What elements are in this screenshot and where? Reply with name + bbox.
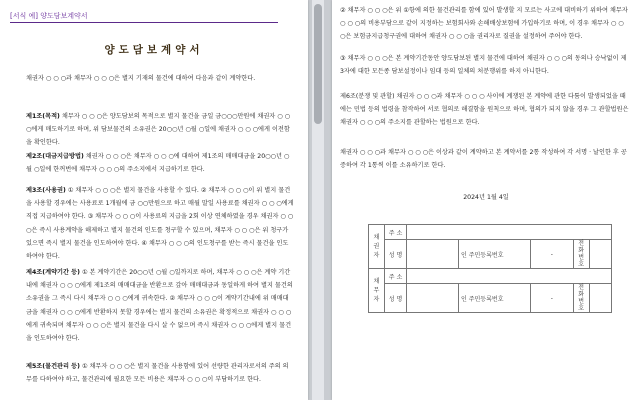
signature-table (368, 224, 612, 313)
form-tag (10, 11, 278, 23)
article-text: ① 본 계약기간은 20○○년 ○월 ○일까지로 하며, 채무자 ○ ○ ○은 계약 기간내에 채권자 ○ ○ ○에게 제1조의 매매대금을 반환으로 갚아 매매대금과 동일하게 하여 별지 물건의 소유권을 그 즉시 다시 채무자 ○ ○ ○에게 귀속한다. ② 채무자 ○ ○ ○이 계약기간내에 위 매매대금을 채권자 ○ ○ ○에게 반환하지 못할 경우에는 별지 물건의 소유권은 확정적으로 채권자 ○ ○ ○에게 귀속되며 채무자 ○ ○ ○은 별지 물건을 다시 살 수 없으며 즉시 채권자 ○ ○ ○에게 별지 물건을 인도하여야 한다. (26, 269, 293, 343)
article-head: 제1조(목적) (26, 113, 60, 120)
article-4 (26, 266, 294, 345)
right-paragraph-2: ③ 채무자 ○ ○ ○은 본 계약기간동안 양도담보된 별지 물건에 대하여 채권자 ○ ○ ○의 동의나 승낙없이 제3자에 대한 모든종 담보설정이나 임대 등의 일체의 처분행위를 하지 아니한다. (340, 55, 627, 76)
article-head: 제4조(계약기간 등) (26, 269, 80, 276)
closing-paragraph: 채권자 ○ ○ ○과 채무자 ○ ○ ○은 이상과 같이 계약하고 본 계약서를 2통 작성하여 각 서명 · 날인한 후 공증하여 각 1통씩 이를 소유하기로 한다. (340, 149, 627, 170)
debtor-id-field[interactable] (531, 284, 574, 313)
vertical-scrollbar[interactable] (312, 0, 324, 400)
role-debtor: 채무자 (369, 269, 385, 313)
name-label: 성 명 (384, 284, 407, 313)
address-label: 주 소 (384, 269, 407, 284)
article-text: 채권자 ○ ○ ○은 채무자 ○ ○ ○에 대하여 제1조의 매매대금을 20○○년 ○월 ○일에 한꺼번에 채무자 ○ ○ ○의 주소지에서 지급하기로 한다. (26, 153, 290, 174)
article-1 (26, 110, 294, 150)
article-head: 제2조(대금지급방법) (26, 153, 84, 160)
article-text: ① 채무자 ○ ○ ○은 별지 물건을 사용함에 있어 선량한 관리자로서의 주의 의무를 다하여야 하고, 물건관리에 필요한 모든 비용은 채무자 ○ ○ ○이 부담하기로 한다. (26, 363, 289, 384)
phone-label: 전화번호 (573, 284, 589, 313)
seal-mark: 인 (461, 295, 467, 303)
article-text: ① 채무자 ○ ○ ○은 별지 물건을 사용할 수 있다. ② 채무자 ○ ○ ○이 위 별지 물건을 사용할 경우에는 사용료로 1개월에 금 ○○만원으로 하고 매월 말일 사용료를 채권자 ○ ○ ○에게 직접 지급하여야 한다. ③ 채무자 ○ ○ ○이 사용료의 지급을 2회 이상 연체하였을 경우 채권자 ○ ○ ○은 즉시 사용계약을 해제하고 별지 물건의 인도를 청구할 수 있으며, 채무자 ○ ○ ○은 위 청구가 있으면 즉시 별지 물건을 인도하여야 한다. ④ 채무자 ○ ○ ○의 인도청구를 받는 즉시 물건을 인도하여야 한다. (26, 187, 294, 261)
debtor-address-field[interactable] (407, 269, 612, 284)
document-page-1 (0, 0, 308, 400)
creditor-name-field[interactable] (407, 240, 459, 269)
address-label: 주 소 (384, 225, 407, 240)
id-dash: - (550, 250, 553, 258)
article-3 (26, 184, 294, 263)
role-creditor: 채권자 (369, 225, 385, 269)
creditor-id-field[interactable] (531, 240, 574, 269)
contract-date: 2024년 1월 4일 (463, 194, 509, 201)
id-dash: - (550, 294, 553, 302)
article-head: 제5조(물건관리 등) (26, 363, 80, 370)
article-2 (26, 150, 294, 176)
article-text: 채무자 ○ ○ ○은 양도담보의 목적으로 별지 물건을 금일 금○○○만원에 채권자 ○ ○ ○에게 매도하기로 하며, 위 담보물건의 소유권은 20○○년 ○월 ○일에 채권자 ○ ○ ○에게 이전함을 확인한다. (26, 113, 291, 147)
form-tag-text: [서식 예] 양도담보계약서 (10, 12, 88, 20)
intro-paragraph: 채권자 ○ ○ ○과 채무자 ○ ○ ○은 별지 기재의 물건에 대하여 다음과 같이 계약한다. (26, 75, 256, 82)
seal-mark: 인 (461, 251, 467, 259)
creditor-phone-field[interactable] (589, 240, 612, 269)
phone-label: 전화번호 (573, 240, 589, 269)
scrollbar-thumb[interactable] (314, 4, 322, 124)
article-5 (26, 360, 294, 386)
article-head: 제3조(사용권) (26, 187, 66, 194)
id-label: 주민등록번호 (468, 251, 504, 259)
right-paragraph-1: ② 채무자 ○ ○ ○은 위 ①항에 의한 물건관리를 함에 있어 발생할 지 모르는 사고에 대비하기 위하여 채무자 ○ ○ ○의 비용부담으로 같이 지정하는 보험회사와 손해배상보험에 가입하기로 하며, 이 경우 채무자 ○ ○ ○은 보험금지급청구권에 대하여 채권자 ○ ○ ○을 권리자로 질권을 설정하여 주어야 한다. (340, 7, 628, 41)
debtor-phone-field[interactable] (589, 284, 612, 313)
article-6: 제6조(분쟁 및 관할) 채권자 ○ ○ ○과 채무자 ○ ○ ○ 사이에 계쟁된 본 계약에 관한 다툼이 발생되었을 때에는 민법 등의 법령을 참작하여 서로 협의로 해결함을 원칙으로 하며, 협의가 되지 않을 경우 그 관할법원은 채권자 ○ ○ ○의 주소지를 관할하는 법원으로 한다. (340, 93, 629, 127)
debtor-id-cell (459, 284, 531, 313)
name-label: 성 명 (384, 240, 407, 269)
document-title: 양도담보계약서 (104, 44, 204, 56)
document-page-2 (332, 0, 640, 400)
creditor-address-field[interactable] (407, 225, 612, 240)
creditor-id-cell (459, 240, 531, 269)
debtor-name-field[interactable] (407, 284, 459, 313)
id-label: 주민등록번호 (468, 295, 504, 303)
